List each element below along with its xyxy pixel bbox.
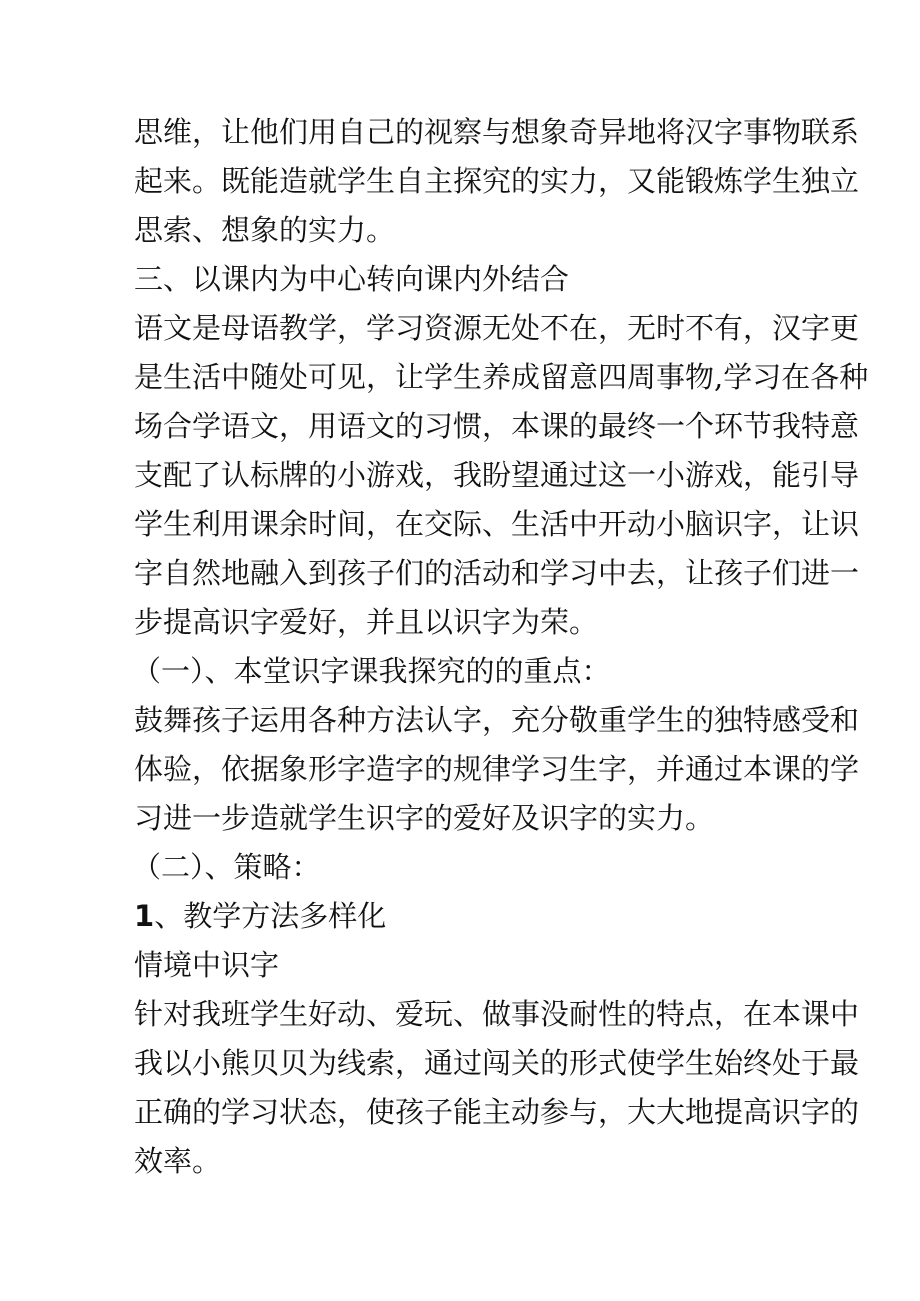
text-line: 场合学语文，用语文的习惯，本课的最终一个环节我特意 (134, 409, 860, 443)
text-line: 学生利用课余时间，在交际、生活中开动小脑识字，让识 (134, 507, 860, 541)
subheading-strategy: （二）、策略： (132, 850, 321, 884)
list-item-text: 、教学方法多样化 (154, 899, 387, 933)
text-line: 正确的学习状态，使孩子能主动参与，大大地提高识字的 (134, 1095, 860, 1129)
text-line: 鼓舞孩子运用各种方法认字，充分敬重学生的独特感受和 (134, 703, 860, 737)
text-line: 效率。 (134, 1144, 222, 1178)
text-line: 步提高识字爱好，并且以识字为荣。 (134, 605, 599, 639)
text-line: 起来。既能造就学生自主探究的实力，又能锻炼学生独立 (134, 164, 860, 198)
paragraph-encourage (134, 696, 860, 843)
text-line: 针对我班学生好动、爱玩、做事没耐性的特点，在本课中 (134, 997, 860, 1031)
text-line: 支配了认标牌的小游戏，我盼望通过这一小游戏，能引导 (134, 458, 860, 492)
paragraph-mother-tongue (134, 304, 869, 647)
section-heading-3: 三、以课内为中心转向课内外结合 (134, 262, 570, 296)
text-line: 思维，让他们用自己的视察与想象奇异地将汉字事物联系 (134, 115, 860, 149)
text-line: 我以小熊贝贝为线索，通过闯关的形式使学生始终处于最 (134, 1046, 860, 1080)
paragraph-situational (134, 990, 860, 1186)
text-line: 字自然地融入到孩子们的活动和学习中去，让孩子们进一 (134, 556, 860, 590)
text-line: 思索、想象的实力。 (134, 213, 396, 247)
list-item-subtitle: 情境中识字 (134, 948, 280, 982)
text-line: 体验，依据象形字造字的规律学习生字，并通过本课的学 (134, 752, 860, 786)
subheading-key-points: （一）、本堂识字课我探究的的重点： (132, 654, 611, 688)
list-item-teaching-methods (134, 892, 794, 941)
paragraph-thinking (134, 108, 860, 255)
text-line: 是生活中随处可见，让学生养成留意四周事物,学习在各种 (134, 360, 869, 394)
document-body (132, 108, 869, 1186)
list-item-number: 1 (134, 899, 155, 933)
text-line: 习进一步造就学生识字的爱好及识字的实力。 (134, 801, 715, 835)
text-line: 语文是母语教学，学习资源无处不在，无时不有，汉字更 (134, 311, 860, 345)
